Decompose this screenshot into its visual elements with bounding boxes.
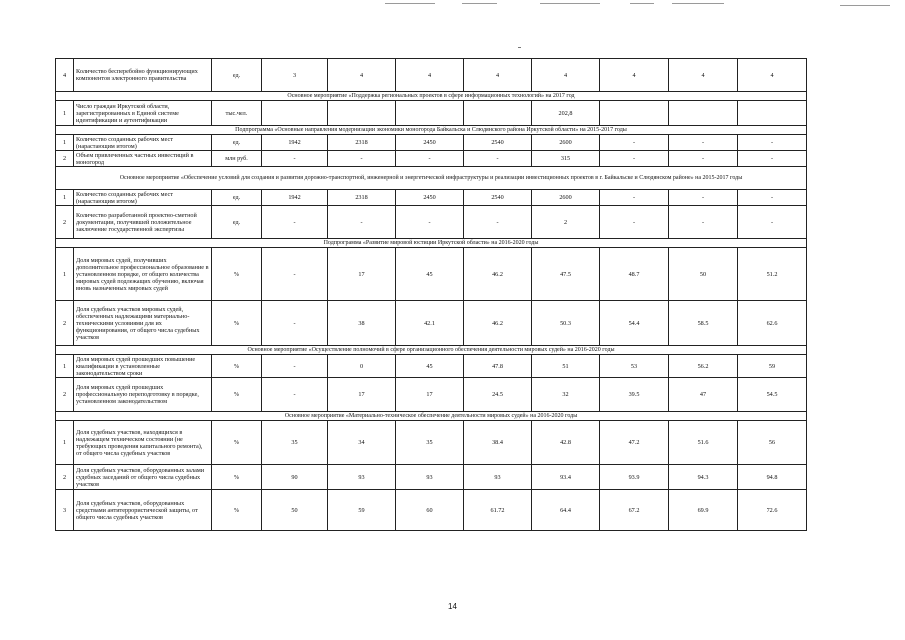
table-row bbox=[56, 465, 807, 490]
unit: % bbox=[212, 378, 262, 412]
value-cell: 47.8 bbox=[464, 355, 532, 378]
value-cell bbox=[738, 101, 807, 126]
value-cell: - bbox=[262, 355, 328, 378]
value-cell: 2318 bbox=[328, 190, 396, 206]
value-cell: 59 bbox=[738, 355, 807, 378]
value-cell: 2600 bbox=[532, 190, 600, 206]
value-cell: 45 bbox=[396, 248, 464, 301]
indicator-name: Количество созданных рабочих мест (нарастающим итогом) bbox=[74, 190, 212, 206]
section-header-row bbox=[56, 412, 807, 421]
value-cell: 4 bbox=[600, 59, 669, 92]
indicator-name: Доля судебных участков мировых судей, обеспеченных надлежащими материально-техническими условиями для их функционирования, от общего числа судебных участков bbox=[74, 301, 212, 346]
unit: % bbox=[212, 355, 262, 378]
value-cell: - bbox=[328, 206, 396, 239]
value-cell: 4 bbox=[738, 59, 807, 92]
indicator-name: Количество бесперебойно функционирующих компонентов электронного правительства bbox=[74, 59, 212, 92]
indicator-name: Доля судебных участков, оборудованных залами судебных заседаний от общего числа судебных участков bbox=[74, 465, 212, 490]
section-title: Основное мероприятие «Осуществление полномочий в сфере организационного обеспечения деятельности мировых судей» на 2016-2020 годы bbox=[56, 346, 807, 355]
value-cell: - bbox=[262, 301, 328, 346]
unit: ед. bbox=[212, 135, 262, 151]
value-cell: 2540 bbox=[464, 135, 532, 151]
row-number: 1 bbox=[56, 135, 74, 151]
value-cell: - bbox=[262, 378, 328, 412]
value-cell: 2450 bbox=[396, 135, 464, 151]
table-row bbox=[56, 490, 807, 531]
value-cell: 202,8 bbox=[532, 101, 600, 126]
value-cell: 1942 bbox=[262, 190, 328, 206]
value-cell: - bbox=[669, 151, 738, 167]
value-cell: - bbox=[669, 206, 738, 239]
value-cell: - bbox=[328, 151, 396, 167]
indicator-name: Доля мировых судей прошедших профессиональную переподготовку в порядке, установленном законодательством bbox=[74, 378, 212, 412]
value-cell: 2 bbox=[532, 206, 600, 239]
value-cell: 4 bbox=[328, 59, 396, 92]
value-cell: 17 bbox=[396, 378, 464, 412]
table-row bbox=[56, 206, 807, 239]
unit: % bbox=[212, 490, 262, 531]
section-title: Основное мероприятие «Обеспечение условий для создания и развития дорожно-транспортной, инженерной и энергетической инфраструктуры и реализации инвестиционных проектов в г. Байкальске и Слюдянском районе» на 2015-2017 годы bbox=[56, 167, 807, 190]
value-cell: - bbox=[738, 135, 807, 151]
value-cell: 93 bbox=[328, 465, 396, 490]
row-number: 1 bbox=[56, 355, 74, 378]
section-title: Основное мероприятие «Поддержка региональных проектов в сфере информационных технологий» на 2017 год bbox=[56, 92, 807, 101]
row-number: 3 bbox=[56, 490, 74, 531]
value-cell: - bbox=[738, 190, 807, 206]
value-cell: 64.4 bbox=[532, 490, 600, 531]
value-cell: - bbox=[396, 206, 464, 239]
section-title: Основное мероприятие «Материально-техническое обеспечение деятельности мировых судей» на 2016-2020 годы bbox=[56, 412, 807, 421]
indicator-name: Доля мировых судей прошедших повышение квалификации в установленные законодательством сроки bbox=[74, 355, 212, 378]
value-cell: 51.2 bbox=[738, 248, 807, 301]
section-header-row bbox=[56, 92, 807, 101]
table-row bbox=[56, 101, 807, 126]
row-number: 2 bbox=[56, 378, 74, 412]
value-cell: 2318 bbox=[328, 135, 396, 151]
scan-artifact bbox=[672, 3, 724, 4]
value-cell: 58.5 bbox=[669, 301, 738, 346]
unit: тыс.чел. bbox=[212, 101, 262, 126]
table-body bbox=[56, 59, 807, 531]
value-cell: - bbox=[600, 190, 669, 206]
section-header-row bbox=[56, 167, 807, 190]
value-cell: - bbox=[464, 151, 532, 167]
value-cell: - bbox=[262, 206, 328, 239]
scan-artifact bbox=[840, 5, 890, 6]
value-cell: 34 bbox=[328, 421, 396, 465]
indicator-name: Доля мировых судей, получивших дополнительное профессиональное образование в установленном порядке, от общего количества мировых судей подлежащих обучению, включая вновь назначенных мировых судей bbox=[74, 248, 212, 301]
row-number: 1 bbox=[56, 101, 74, 126]
value-cell: 72.6 bbox=[738, 490, 807, 531]
indicator-name: Доля судебных участков, оборудованных средствами антитеррористической защиты, от общего числа судебных участков bbox=[74, 490, 212, 531]
table-row bbox=[56, 190, 807, 206]
value-cell: 1942 bbox=[262, 135, 328, 151]
value-cell: 24.5 bbox=[464, 378, 532, 412]
row-number: 2 bbox=[56, 465, 74, 490]
row-number: 2 bbox=[56, 301, 74, 346]
value-cell: 42.8 bbox=[532, 421, 600, 465]
value-cell: 56.2 bbox=[669, 355, 738, 378]
value-cell: 67.2 bbox=[600, 490, 669, 531]
indicator-name: Объем привлеченных частных инвестиций в моногород bbox=[74, 151, 212, 167]
unit: ед. bbox=[212, 206, 262, 239]
value-cell: 93.4 bbox=[532, 465, 600, 490]
value-cell: 69.9 bbox=[669, 490, 738, 531]
value-cell: 50 bbox=[262, 490, 328, 531]
row-number: 1 bbox=[56, 421, 74, 465]
value-cell: 62.6 bbox=[738, 301, 807, 346]
value-cell: - bbox=[738, 151, 807, 167]
section-title: Подпрограмма «Развитие мировой юстиции Иркутской области» на 2016-2020 годы bbox=[56, 239, 807, 248]
row-number: 2 bbox=[56, 151, 74, 167]
value-cell: 56 bbox=[738, 421, 807, 465]
value-cell: 38 bbox=[328, 301, 396, 346]
page-number: 14 bbox=[448, 602, 457, 611]
unit: ед. bbox=[212, 59, 262, 92]
value-cell: 45 bbox=[396, 355, 464, 378]
value-cell: - bbox=[600, 206, 669, 239]
value-cell: 93 bbox=[396, 465, 464, 490]
indicator-name: Количество созданных рабочих мест (нарастающим итогом) bbox=[74, 135, 212, 151]
value-cell: 2600 bbox=[532, 135, 600, 151]
value-cell: - bbox=[396, 151, 464, 167]
section-header-row bbox=[56, 346, 807, 355]
value-cell: 4 bbox=[532, 59, 600, 92]
indicator-name: Доля судебных участков, находящихся в надлежащем техническом состоянии (не требующих проведения капитального ремонта), от общего числа судебных участков bbox=[74, 421, 212, 465]
table-row bbox=[56, 301, 807, 346]
value-cell: 94.3 bbox=[669, 465, 738, 490]
unit: % bbox=[212, 465, 262, 490]
value-cell: - bbox=[669, 190, 738, 206]
scan-artifact bbox=[540, 3, 600, 4]
value-cell: 61.72 bbox=[464, 490, 532, 531]
value-cell: 17 bbox=[328, 378, 396, 412]
value-cell: 47.5 bbox=[532, 248, 600, 301]
table-row bbox=[56, 421, 807, 465]
row-number: 1 bbox=[56, 190, 74, 206]
value-cell bbox=[396, 101, 464, 126]
table-row bbox=[56, 135, 807, 151]
value-cell: 53 bbox=[600, 355, 669, 378]
unit: % bbox=[212, 421, 262, 465]
value-cell: 54.5 bbox=[738, 378, 807, 412]
value-cell: 17 bbox=[328, 248, 396, 301]
table-row bbox=[56, 248, 807, 301]
value-cell: - bbox=[738, 206, 807, 239]
value-cell: 59 bbox=[328, 490, 396, 531]
value-cell: 51 bbox=[532, 355, 600, 378]
value-cell: 54.4 bbox=[600, 301, 669, 346]
row-number: 1 bbox=[56, 248, 74, 301]
value-cell: 93.9 bbox=[600, 465, 669, 490]
indicator-name: Число граждан Иркутской области, зарегистрированных в Единой системе идентификации и аутентификации bbox=[74, 101, 212, 126]
value-cell bbox=[464, 101, 532, 126]
value-cell: 315 bbox=[532, 151, 600, 167]
value-cell: 0 bbox=[328, 355, 396, 378]
unit: % bbox=[212, 248, 262, 301]
value-cell: 46.2 bbox=[464, 301, 532, 346]
value-cell: 3 bbox=[262, 59, 328, 92]
section-title: Подпрограмма «Основные направления модернизации экономики моногорода Байкальска и Слюдянского района Иркутской области» на 2015-2017 годы bbox=[56, 126, 807, 135]
table-row bbox=[56, 378, 807, 412]
value-cell: 4 bbox=[396, 59, 464, 92]
scan-artifact bbox=[518, 47, 521, 48]
value-cell: 47.2 bbox=[600, 421, 669, 465]
value-cell: 93 bbox=[464, 465, 532, 490]
indicators-table bbox=[55, 58, 807, 531]
value-cell bbox=[600, 101, 669, 126]
unit: млн руб. bbox=[212, 151, 262, 167]
value-cell: - bbox=[262, 151, 328, 167]
unit: % bbox=[212, 301, 262, 346]
value-cell: - bbox=[464, 206, 532, 239]
value-cell: - bbox=[262, 248, 328, 301]
value-cell: 2540 bbox=[464, 190, 532, 206]
table-row bbox=[56, 59, 807, 92]
value-cell: 50 bbox=[669, 248, 738, 301]
value-cell: - bbox=[600, 151, 669, 167]
value-cell bbox=[328, 101, 396, 126]
scan-artifact bbox=[462, 3, 497, 4]
value-cell: 50.3 bbox=[532, 301, 600, 346]
value-cell: 47 bbox=[669, 378, 738, 412]
row-number: 2 bbox=[56, 206, 74, 239]
value-cell: 48.7 bbox=[600, 248, 669, 301]
value-cell: - bbox=[600, 135, 669, 151]
value-cell bbox=[669, 101, 738, 126]
value-cell: 46.2 bbox=[464, 248, 532, 301]
value-cell: 35 bbox=[262, 421, 328, 465]
scan-artifact bbox=[385, 3, 435, 4]
value-cell: 35 bbox=[396, 421, 464, 465]
value-cell: 94.8 bbox=[738, 465, 807, 490]
scan-artifact bbox=[630, 3, 654, 4]
unit: ед. bbox=[212, 190, 262, 206]
value-cell bbox=[262, 101, 328, 126]
value-cell: 42.1 bbox=[396, 301, 464, 346]
section-header-row bbox=[56, 126, 807, 135]
row-number: 4 bbox=[56, 59, 74, 92]
value-cell: 38.4 bbox=[464, 421, 532, 465]
value-cell: 90 bbox=[262, 465, 328, 490]
value-cell: 4 bbox=[464, 59, 532, 92]
table-row bbox=[56, 151, 807, 167]
value-cell: 2450 bbox=[396, 190, 464, 206]
value-cell: 60 bbox=[396, 490, 464, 531]
value-cell: 4 bbox=[669, 59, 738, 92]
indicator-name: Количество разработанной проектно-сметной документации, получившей положительное заключение государственной экспертизы bbox=[74, 206, 212, 239]
value-cell: 32 bbox=[532, 378, 600, 412]
value-cell: 39.5 bbox=[600, 378, 669, 412]
value-cell: - bbox=[669, 135, 738, 151]
value-cell: 51.6 bbox=[669, 421, 738, 465]
table-row bbox=[56, 355, 807, 378]
section-header-row bbox=[56, 239, 807, 248]
